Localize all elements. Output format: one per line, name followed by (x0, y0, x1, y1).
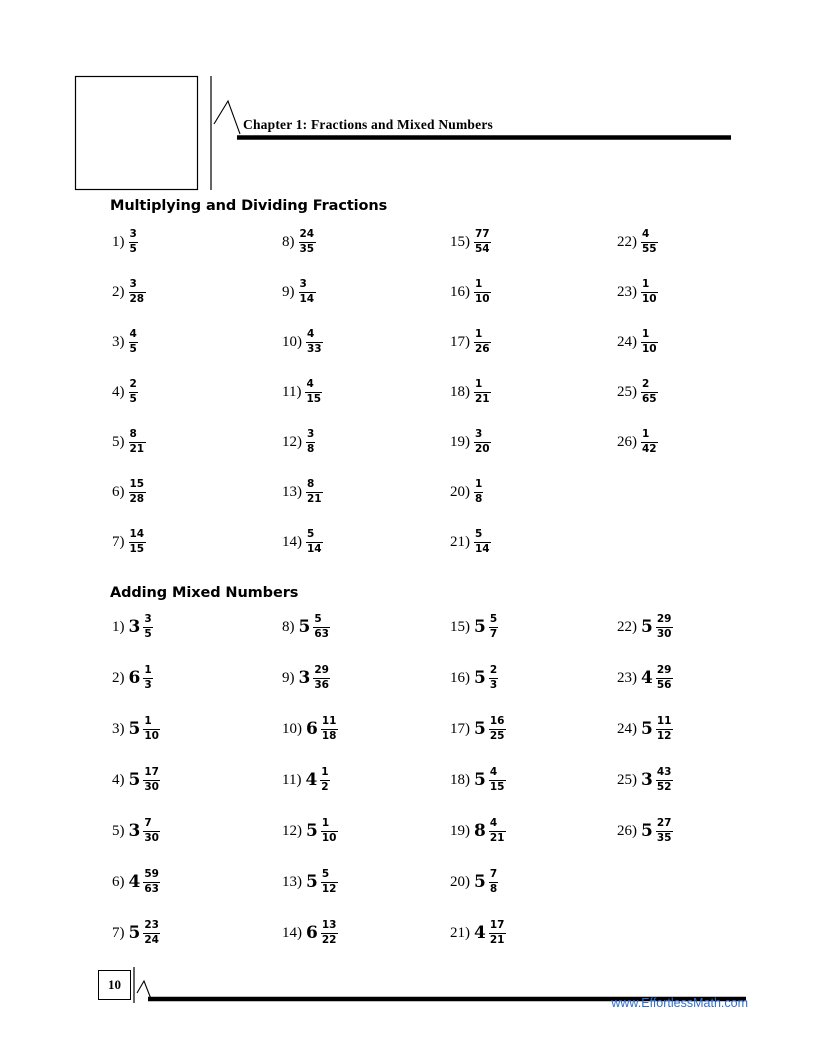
whole-number-part: 6 (306, 718, 318, 739)
fraction-denominator: 35 (656, 831, 672, 844)
fraction-numerator: 1 (475, 477, 483, 490)
fraction (656, 614, 673, 641)
item-number: 25) (617, 383, 637, 400)
chapter-title: Chapter 1: Fractions and Mixed Numbers (243, 117, 493, 132)
fraction-denominator: 15 (489, 780, 505, 793)
item-number: 15) (450, 618, 470, 635)
fraction (129, 279, 146, 306)
whole-number-part: 5 (128, 922, 141, 943)
whole-number-part: 8 (474, 820, 486, 841)
answer-item (450, 225, 491, 259)
fraction-denominator: 22 (321, 933, 337, 946)
fraction-denominator: 12 (656, 729, 672, 742)
fraction-denominator: 52 (656, 780, 672, 793)
fraction-denominator: 33 (307, 342, 322, 355)
whole-number-part: 5 (474, 769, 486, 790)
whole-number-part: 5 (128, 769, 141, 790)
answer-item (282, 275, 316, 309)
answer-item (617, 325, 658, 359)
fraction (489, 716, 506, 743)
whole-number-part: 5 (641, 820, 653, 841)
answer-item (450, 865, 498, 899)
item-number: 25) (617, 771, 637, 788)
answer-item (450, 610, 498, 644)
item-number: 20) (450, 483, 470, 500)
fraction-denominator: 10 (642, 292, 657, 305)
answer-item (617, 712, 673, 746)
fraction (321, 869, 338, 896)
fraction-numerator: 1 (321, 816, 330, 829)
fraction (656, 818, 673, 845)
fraction (321, 818, 338, 845)
fraction (474, 429, 491, 456)
item-number: 19) (450, 822, 470, 839)
fraction-numerator: 29 (656, 663, 672, 676)
answer-item (112, 225, 138, 259)
fraction (313, 614, 330, 641)
item-number: 22) (617, 618, 637, 635)
fraction-numerator: 5 (489, 612, 498, 625)
answer-item (450, 525, 491, 559)
item-number: 13) (282, 483, 302, 500)
answer-item (617, 814, 673, 848)
item-number: 5) (112, 433, 125, 450)
fraction-denominator: 3 (489, 678, 498, 691)
fraction (313, 665, 330, 692)
fraction (489, 614, 498, 641)
answer-item (617, 425, 658, 459)
fraction (129, 329, 138, 356)
fraction-denominator: 26 (475, 342, 490, 355)
fraction (641, 229, 658, 256)
fraction-numerator: 4 (306, 377, 314, 390)
fraction (474, 329, 491, 356)
logo-placeholder-box (76, 77, 198, 190)
fraction-denominator: 10 (321, 831, 337, 844)
fraction (489, 818, 506, 845)
fraction (474, 229, 491, 256)
fraction (129, 229, 138, 256)
fraction-numerator: 1 (642, 277, 650, 290)
fraction-denominator: 10 (144, 729, 159, 742)
item-number: 12) (282, 433, 302, 450)
answer-item (282, 916, 338, 950)
item-number: 8) (282, 618, 295, 635)
fraction (299, 229, 316, 256)
fraction-numerator: 43 (656, 765, 672, 778)
answer-item (112, 916, 160, 950)
fraction-numerator: 24 (299, 227, 315, 240)
fraction-numerator: 4 (642, 227, 650, 240)
item-number: 22) (617, 233, 637, 250)
fraction (656, 716, 673, 743)
item-number: 8) (282, 233, 295, 250)
answer-item (112, 661, 153, 695)
fraction-numerator: 23 (144, 918, 159, 931)
fraction (143, 869, 160, 896)
whole-number-part: 5 (641, 718, 653, 739)
fraction-denominator: 24 (144, 933, 159, 946)
fraction-numerator: 11 (656, 714, 672, 727)
whole-number-part: 4 (305, 769, 318, 790)
answer-item (282, 865, 338, 899)
whole-number-part: 3 (298, 667, 311, 688)
fraction-numerator: 1 (642, 327, 650, 340)
fraction-denominator: 65 (642, 392, 657, 405)
answer-item (282, 475, 323, 509)
item-number: 7) (112, 533, 125, 550)
fraction-numerator: 13 (321, 918, 337, 931)
answer-item (112, 763, 160, 797)
fraction-numerator: 15 (129, 477, 145, 490)
answer-item (282, 763, 330, 797)
fraction-numerator: 77 (475, 227, 490, 240)
header-decoration (0, 0, 816, 210)
answer-item (112, 325, 138, 359)
answer-item (450, 325, 491, 359)
whole-number-part: 6 (306, 922, 318, 943)
header-zigzag-connector (214, 101, 240, 134)
answer-item (617, 225, 658, 259)
answer-item (112, 475, 146, 509)
fraction (489, 665, 498, 692)
answer-item (112, 865, 160, 899)
item-number: 26) (617, 822, 637, 839)
fraction-numerator: 59 (144, 867, 159, 880)
whole-number-part: 5 (474, 616, 486, 637)
answer-item (112, 610, 153, 644)
fraction-denominator: 7 (489, 627, 498, 640)
item-number: 16) (450, 283, 470, 300)
fraction-numerator: 7 (144, 816, 152, 829)
answer-item (282, 712, 338, 746)
answer-item (450, 475, 483, 509)
fraction-denominator: 14 (299, 292, 315, 305)
fraction-numerator: 1 (144, 663, 152, 676)
fraction-numerator: 4 (489, 816, 498, 829)
fraction (641, 379, 658, 406)
item-number: 14) (282, 533, 302, 550)
item-number: 4) (112, 771, 125, 788)
fraction (299, 279, 316, 306)
item-number: 7) (112, 924, 125, 941)
whole-number-part: 4 (474, 922, 486, 943)
fraction-numerator: 3 (475, 427, 483, 440)
item-number: 2) (112, 283, 125, 300)
fraction-numerator: 3 (129, 227, 137, 240)
answer-item (282, 814, 338, 848)
fraction (306, 479, 323, 506)
footer-zigzag-connector (137, 981, 151, 999)
fraction-numerator: 14 (129, 527, 145, 540)
fraction-numerator: 3 (129, 277, 137, 290)
fraction-denominator: 5 (129, 392, 137, 405)
fraction-denominator: 21 (129, 442, 145, 455)
fraction-numerator: 1 (144, 714, 152, 727)
fraction-numerator: 27 (656, 816, 672, 829)
item-number: 23) (617, 669, 637, 686)
answer-item (282, 425, 315, 459)
fraction-denominator: 20 (475, 442, 490, 455)
answer-item (450, 763, 506, 797)
fraction (656, 767, 673, 794)
fraction-numerator: 1 (475, 277, 483, 290)
item-number: 18) (450, 771, 470, 788)
fraction-denominator: 21 (489, 831, 505, 844)
page-number: 10 (98, 970, 131, 1000)
fraction-numerator: 5 (314, 612, 322, 625)
fraction (305, 379, 322, 406)
fraction-numerator: 2 (129, 377, 137, 390)
fraction-numerator: 4 (307, 327, 315, 340)
fraction-denominator: 10 (475, 292, 490, 305)
fraction-numerator: 3 (144, 612, 152, 625)
fraction (489, 869, 498, 896)
fraction (474, 529, 491, 556)
fraction (143, 716, 160, 743)
answer-item (282, 661, 330, 695)
item-number: 21) (450, 924, 470, 941)
item-number: 11) (282, 771, 302, 788)
item-number: 14) (282, 924, 302, 941)
item-number: 6) (112, 483, 125, 500)
fraction-numerator: 3 (307, 427, 315, 440)
fraction-denominator: 42 (642, 442, 657, 455)
fraction (489, 767, 506, 794)
fraction-denominator: 28 (129, 492, 145, 505)
item-number: 5) (112, 822, 125, 839)
item-number: 11) (282, 383, 302, 400)
fraction-numerator: 5 (321, 867, 330, 880)
answer-item (617, 610, 673, 644)
fraction-denominator: 14 (307, 542, 322, 555)
item-number: 23) (617, 283, 637, 300)
fraction-denominator: 54 (475, 242, 490, 255)
answer-item (450, 375, 491, 409)
item-number: 10) (282, 720, 302, 737)
fraction-denominator: 5 (129, 342, 137, 355)
section-heading-multiplying: Multiplying and Dividing Fractions (110, 198, 388, 214)
item-number: 26) (617, 433, 637, 450)
answer-item (450, 275, 491, 309)
answer-item (450, 661, 498, 695)
fraction-denominator: 56 (656, 678, 672, 691)
whole-number-part: 5 (641, 616, 653, 637)
whole-number-part: 3 (128, 820, 141, 841)
fraction-denominator: 10 (642, 342, 657, 355)
answer-item (617, 275, 658, 309)
item-number: 13) (282, 873, 302, 890)
fraction (143, 767, 160, 794)
answer-item (617, 375, 658, 409)
item-number: 6) (112, 873, 125, 890)
fraction-denominator: 8 (307, 442, 315, 455)
fraction-denominator: 28 (129, 292, 145, 305)
fraction (474, 479, 483, 506)
fraction-denominator: 15 (129, 542, 145, 555)
item-number: 9) (282, 669, 295, 686)
fraction-numerator: 16 (489, 714, 505, 727)
answer-item (112, 525, 146, 559)
fraction-numerator: 8 (129, 427, 137, 440)
section-heading-adding: Adding Mixed Numbers (110, 585, 299, 601)
fraction-numerator: 7 (489, 867, 498, 880)
item-number: 24) (617, 333, 637, 350)
fraction-denominator: 30 (656, 627, 672, 640)
whole-number-part: 3 (641, 769, 653, 790)
fraction-numerator: 29 (656, 612, 672, 625)
answer-item (282, 375, 322, 409)
fraction-denominator: 5 (144, 627, 152, 640)
fraction (656, 665, 673, 692)
fraction-denominator: 25 (489, 729, 505, 742)
whole-number-part: 5 (474, 718, 486, 739)
fraction-numerator: 11 (321, 714, 337, 727)
fraction-denominator: 63 (314, 627, 329, 640)
item-number: 17) (450, 333, 470, 350)
answer-item (282, 525, 323, 559)
fraction-numerator: 1 (321, 765, 329, 778)
whole-number-part: 5 (306, 871, 318, 892)
item-number: 21) (450, 533, 470, 550)
fraction-denominator: 14 (475, 542, 490, 555)
item-number: 10) (282, 333, 302, 350)
fraction-numerator: 1 (475, 327, 483, 340)
fraction-numerator: 4 (489, 765, 498, 778)
item-number: 24) (617, 720, 637, 737)
fraction (129, 429, 146, 456)
item-number: 19) (450, 433, 470, 450)
item-number: 3) (112, 333, 125, 350)
fraction-numerator: 1 (642, 427, 650, 440)
fraction-numerator: 17 (489, 918, 505, 931)
answer-item (450, 814, 506, 848)
whole-number-part: 3 (128, 616, 141, 637)
fraction (306, 329, 323, 356)
item-number: 4) (112, 383, 125, 400)
fraction (641, 429, 658, 456)
fraction-denominator: 21 (489, 933, 505, 946)
fraction-denominator: 15 (306, 392, 322, 405)
item-number: 9) (282, 283, 295, 300)
fraction (143, 665, 152, 692)
fraction-denominator: 30 (144, 831, 159, 844)
fraction-denominator: 5 (129, 242, 137, 255)
fraction-denominator: 35 (299, 242, 315, 255)
fraction-denominator: 21 (307, 492, 322, 505)
fraction (129, 529, 146, 556)
item-number: 12) (282, 822, 302, 839)
fraction (489, 920, 506, 947)
fraction (143, 614, 152, 641)
answer-item (282, 610, 330, 644)
whole-number-part: 6 (128, 667, 141, 688)
whole-number-part: 5 (474, 871, 486, 892)
fraction-denominator: 36 (314, 678, 329, 691)
item-number: 17) (450, 720, 470, 737)
answer-item (112, 814, 160, 848)
answer-item (112, 425, 146, 459)
fraction-numerator: 3 (299, 277, 307, 290)
fraction-numerator: 2 (642, 377, 650, 390)
answer-item (282, 325, 323, 359)
answer-item (617, 763, 673, 797)
answer-item (282, 225, 316, 259)
fraction (321, 920, 338, 947)
item-number: 1) (112, 618, 125, 635)
fraction (641, 279, 658, 306)
item-number: 18) (450, 383, 470, 400)
fraction-denominator: 18 (321, 729, 337, 742)
fraction-numerator: 17 (144, 765, 159, 778)
fraction (321, 716, 338, 743)
item-number: 1) (112, 233, 125, 250)
fraction-denominator: 12 (321, 882, 337, 895)
fraction-numerator: 4 (129, 327, 137, 340)
fraction (129, 379, 138, 406)
fraction-denominator: 2 (321, 780, 329, 793)
whole-number-part: 4 (641, 667, 653, 688)
item-number: 20) (450, 873, 470, 890)
fraction-numerator: 1 (475, 377, 483, 390)
answer-item (450, 916, 506, 950)
site-url: www.EffortlessMath.com (611, 996, 748, 1010)
fraction-numerator: 5 (475, 527, 483, 540)
whole-number-part: 5 (306, 820, 318, 841)
fraction (474, 279, 491, 306)
item-number: 3) (112, 720, 125, 737)
fraction (474, 379, 491, 406)
whole-number-part: 5 (128, 718, 141, 739)
fraction-numerator: 8 (307, 477, 315, 490)
fraction-denominator: 63 (144, 882, 159, 895)
answer-item (617, 661, 673, 695)
item-number: 15) (450, 233, 470, 250)
answer-item (450, 425, 491, 459)
fraction (306, 529, 323, 556)
fraction (143, 818, 160, 845)
fraction (306, 429, 315, 456)
fraction (320, 767, 329, 794)
whole-number-part: 5 (298, 616, 311, 637)
whole-number-part: 4 (128, 871, 141, 892)
fraction-denominator: 21 (475, 392, 490, 405)
fraction-numerator: 2 (489, 663, 498, 676)
fraction (143, 920, 160, 947)
fraction (129, 479, 146, 506)
item-number: 2) (112, 669, 125, 686)
answer-item (112, 375, 138, 409)
fraction-numerator: 29 (314, 663, 329, 676)
fraction-denominator: 8 (475, 492, 483, 505)
answer-item (450, 712, 506, 746)
item-number: 16) (450, 669, 470, 686)
fraction-numerator: 5 (307, 527, 315, 540)
answer-item (112, 712, 160, 746)
fraction-denominator: 55 (642, 242, 657, 255)
whole-number-part: 5 (474, 667, 486, 688)
answer-item (112, 275, 146, 309)
fraction-denominator: 3 (144, 678, 152, 691)
fraction (641, 329, 658, 356)
fraction-denominator: 8 (489, 882, 498, 895)
fraction-denominator: 30 (144, 780, 159, 793)
